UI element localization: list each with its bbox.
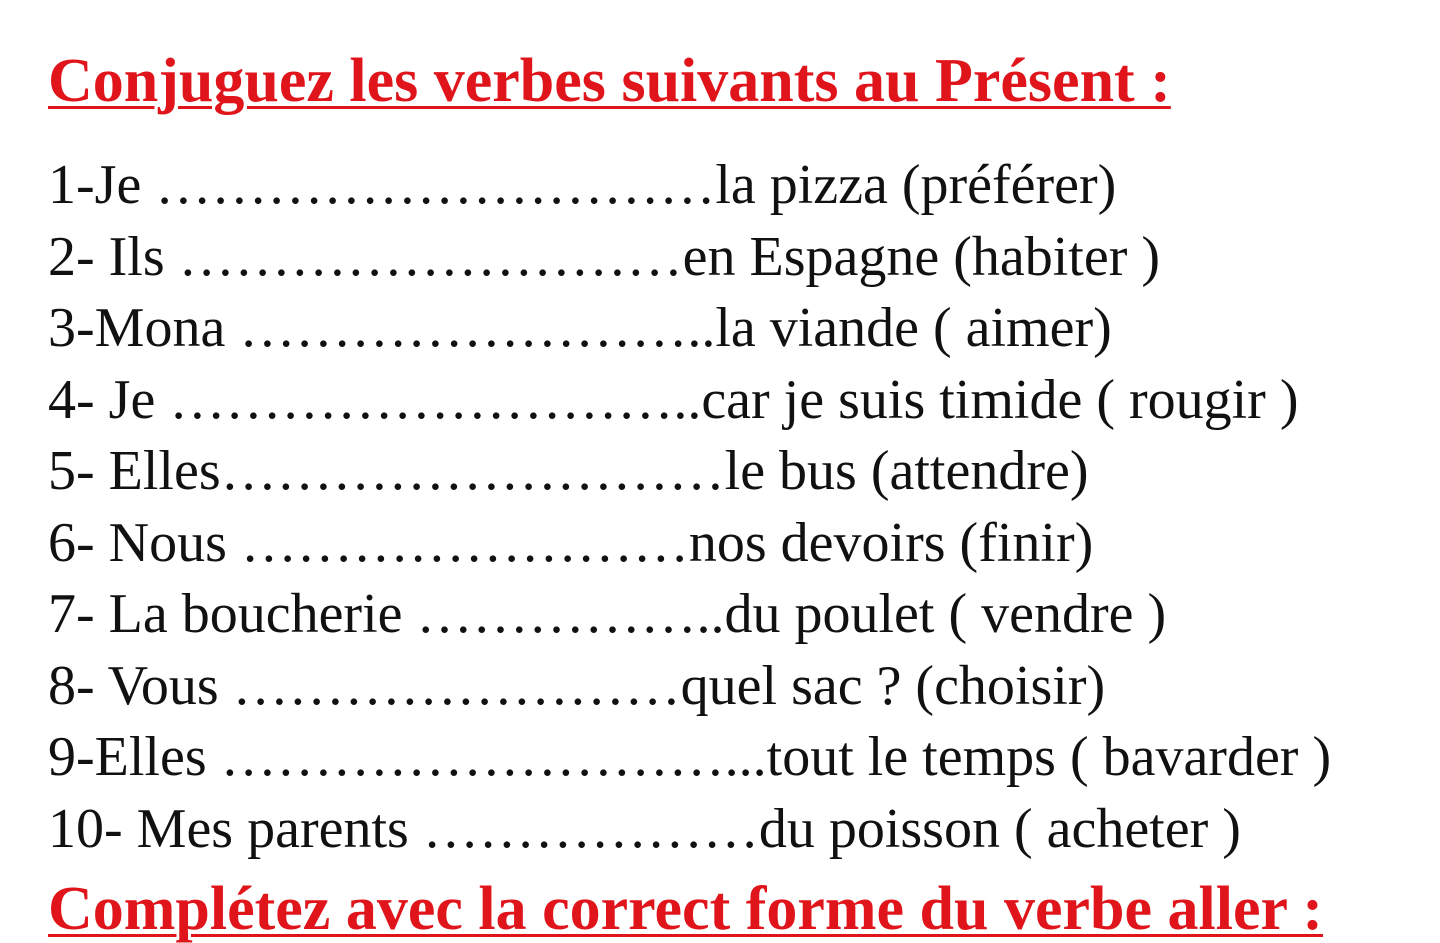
next-exercise-title: Complétez avec la correct forme du verbe aller : — [48, 875, 1324, 943]
answer-blank: …………………….. — [239, 297, 716, 359]
exercise-title: Conjuguez les verbes suivants au Présent : — [48, 47, 1171, 115]
item-number: 4- — [48, 368, 109, 431]
item-subject: Elles — [94, 726, 221, 788]
item-subject: Nous — [108, 511, 241, 574]
item-number: 5- — [48, 440, 109, 502]
exercise-item-8 — [48, 651, 1331, 723]
item-subject: Vous — [107, 654, 233, 717]
item-complement: quel sac ? (choisir) — [680, 654, 1106, 717]
answer-blank: …………….. — [416, 583, 725, 645]
item-subject: Je — [94, 154, 156, 216]
item-number: 9- — [48, 726, 95, 788]
item-subject: Mona — [94, 297, 240, 359]
answer-blank: …………………… — [240, 511, 689, 574]
item-subject: Ils — [108, 225, 179, 288]
item-complement: la viande ( aimer) — [715, 297, 1112, 359]
exercise-item-4 — [48, 365, 1331, 437]
item-complement: nos devoirs (finir) — [688, 511, 1094, 574]
exercise-list — [48, 150, 1331, 865]
answer-blank: ……………… — [422, 797, 759, 860]
item-complement: du poisson ( acheter ) — [758, 797, 1241, 860]
item-complement: tout le temps ( bavarder ) — [766, 726, 1332, 788]
item-number: 2- — [48, 225, 109, 288]
item-number: 10- — [48, 797, 137, 860]
item-subject: Mes parents — [136, 797, 423, 860]
item-complement: du poulet ( vendre ) — [724, 583, 1167, 645]
item-complement: car je suis timide ( rougir ) — [701, 368, 1299, 431]
item-subject: Elles — [108, 440, 221, 502]
answer-blank: ……………………… — [178, 225, 683, 288]
item-complement: en Espagne (habiter ) — [682, 225, 1160, 288]
item-number: 7- — [48, 583, 109, 645]
exercise-item-9 — [48, 722, 1331, 794]
answer-blank: …………………… — [232, 654, 681, 717]
item-complement: la pizza (préférer) — [715, 154, 1117, 216]
answer-blank: ………………………... — [220, 726, 767, 788]
exercise-item-1 — [48, 150, 1331, 222]
item-number: 8- — [48, 654, 108, 717]
answer-blank: ……………………… — [220, 440, 725, 502]
exercise-item-6 — [48, 508, 1331, 580]
exercise-item-7 — [48, 579, 1331, 651]
answer-blank: ……………………….. — [169, 368, 702, 431]
exercise-item-3 — [48, 293, 1331, 365]
item-number: 1- — [48, 154, 95, 216]
item-subject: Je — [108, 368, 170, 431]
exercise-item-5 — [48, 436, 1331, 508]
item-complement: le bus (attendre) — [724, 440, 1089, 502]
item-number: 3- — [48, 297, 95, 359]
exercise-item-2 — [48, 222, 1331, 294]
answer-blank: ………………………… — [155, 154, 716, 216]
item-subject: La boucherie — [108, 583, 417, 645]
item-number: 6- — [48, 511, 109, 574]
exercise-item-10 — [48, 794, 1331, 866]
